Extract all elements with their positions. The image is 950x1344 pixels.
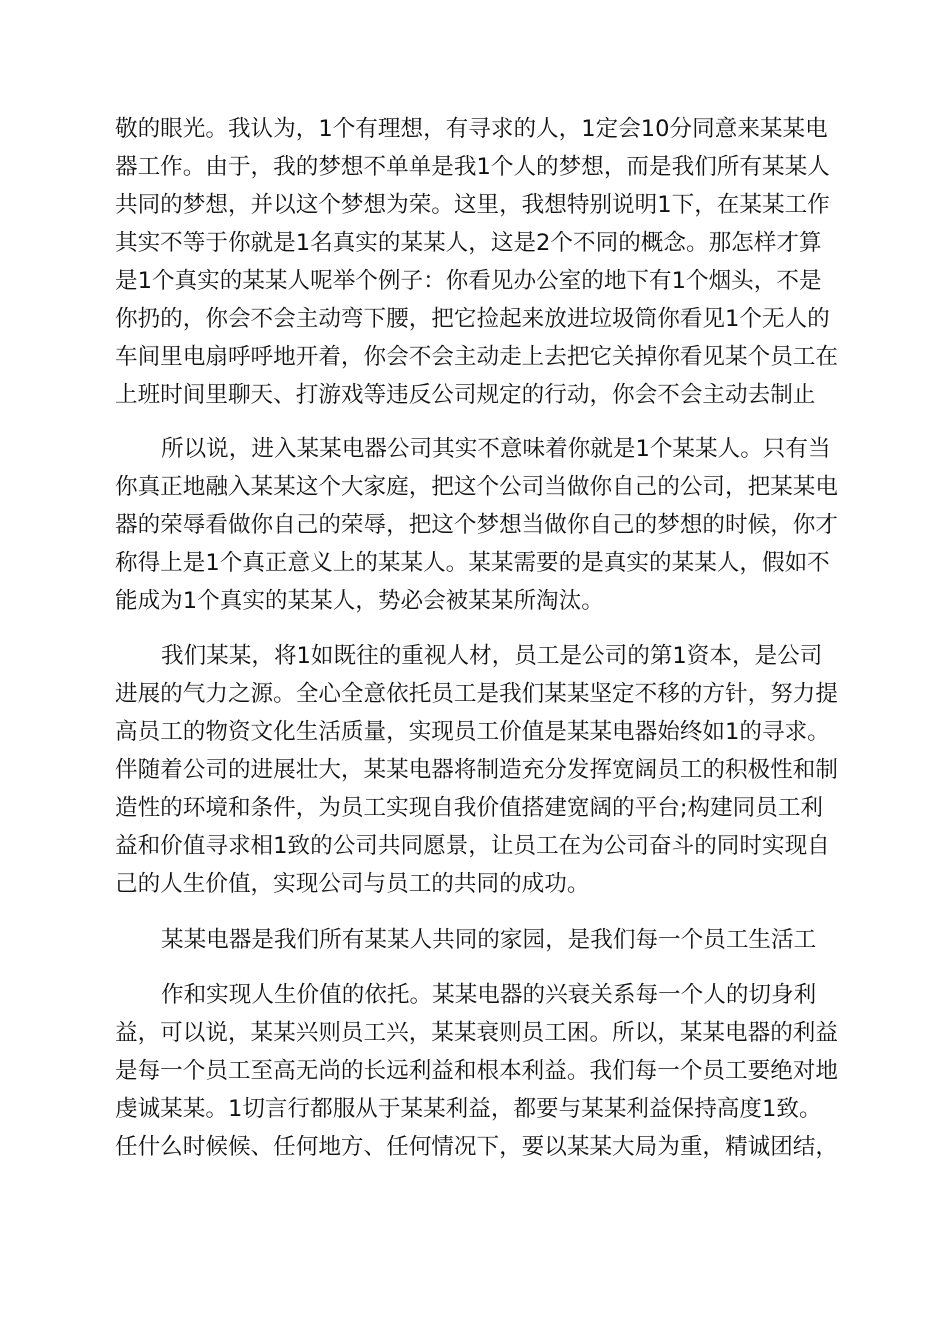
paragraph-line: 上班时间里聊天、打游戏等违反公司规定的行动，你会不会主动去制止 xyxy=(115,382,816,408)
paragraph-line: 器的荣辱看做你自己的荣辱，把这个梦想当做你自己的梦想的时候，你才 xyxy=(115,512,838,538)
paragraph-line: 造性的环境和条件，为员工实现自我价值搭建宽阔的平台;构建同员工利 xyxy=(115,795,824,821)
paragraph-line: 器工作。由于，我的梦想不单单是我1个人的梦想，而是我们所有某某人 xyxy=(115,154,830,180)
paragraph-5 xyxy=(115,976,838,1166)
paragraph-line: 敬的眼光。我认为，1个有理想，有寻求的人，1定会10分同意来某某电 xyxy=(115,116,828,142)
paragraph-line: 车间里电扇呼呼地开着，你会不会主动走上去把它关掉你看见某个员工在 xyxy=(115,344,838,370)
paragraph-line: 高员工的物资文化生活质量，实现员工价值是某某电器始终如1的寻求。 xyxy=(115,719,830,745)
paragraph-1 xyxy=(115,110,838,414)
paragraph-line: 你扔的，你会不会主动弯下腰，把它捡起来放进垃圾筒你看见1个无人的 xyxy=(115,306,830,332)
paragraph-line: 你真正地融入某某这个大家庭，把这个公司当做你自己的公司，把某某电 xyxy=(115,474,838,500)
paragraph-line: 任什么时候候、任何地方、任何情况下，要以某某大局为重，精诚团结， xyxy=(115,1134,838,1160)
paragraph-line: 伴随着公司的进展壮大，某某电器将制造充分发挥宽阔员工的积极性和制 xyxy=(115,757,838,783)
paragraph-line: 益和价值寻求相1致的公司共同愿景，让员工在为公司奋斗的同时实现自 xyxy=(115,833,830,859)
paragraph-line: 共同的梦想，并以这个梦想为荣。这里，我想特别说明1下，在某某工作 xyxy=(115,192,830,218)
paragraph-line: 称得上是1个真正意义上的某某人。某某需要的是真实的某某人，假如不 xyxy=(115,550,830,576)
paragraph-2 xyxy=(115,430,838,620)
paragraph-line: 所以说，进入某某电器公司其实不意味着你就是1个某某人。只有当 xyxy=(161,436,831,462)
paragraph-4 xyxy=(115,921,835,959)
paragraph-line: 虔诚某某。1切言行都服从于某某利益，都要与某某利益保持高度1致。 xyxy=(115,1096,822,1122)
paragraph-line: 是每一个员工至高无尚的长远利益和根本利益。我们每一个员工要绝对地 xyxy=(115,1058,838,1084)
paragraph-line: 进展的气力之源。全心全意依托员工是我们某某坚定不移的方针，努力提 xyxy=(115,681,838,707)
paragraph-3 xyxy=(115,637,838,903)
paragraph-line: 是1个真实的某某人呢举个例子：你看见办公室的地下有1个烟头，不是 xyxy=(115,268,822,294)
paragraph-line: 其实不等于你就是1名真实的某某人，这是2个不同的概念。那怎样才算 xyxy=(115,230,822,256)
paragraph-line: 己的人生价值，实现公司与员工的共同的成功。 xyxy=(115,871,590,897)
paragraph-line: 益，可以说，某某兴则员工兴，某某衰则员工困。所以，某某电器的利益 xyxy=(115,1020,838,1046)
paragraph-line: 我们某某，将1如既往的重视人材，员工是公司的第1资本，是公司 xyxy=(161,643,823,669)
paragraph-line: 作和实现人生价值的依托。某某电器的兴衰关系每一个人的切身利 xyxy=(161,982,817,1008)
paragraph-line: 某某电器是我们所有某某人共同的家园，是我们每一个员工生活工 xyxy=(161,927,817,953)
paragraph-line: 能成为1个真实的某某人，势必会被某某所淘汰。 xyxy=(115,588,604,614)
